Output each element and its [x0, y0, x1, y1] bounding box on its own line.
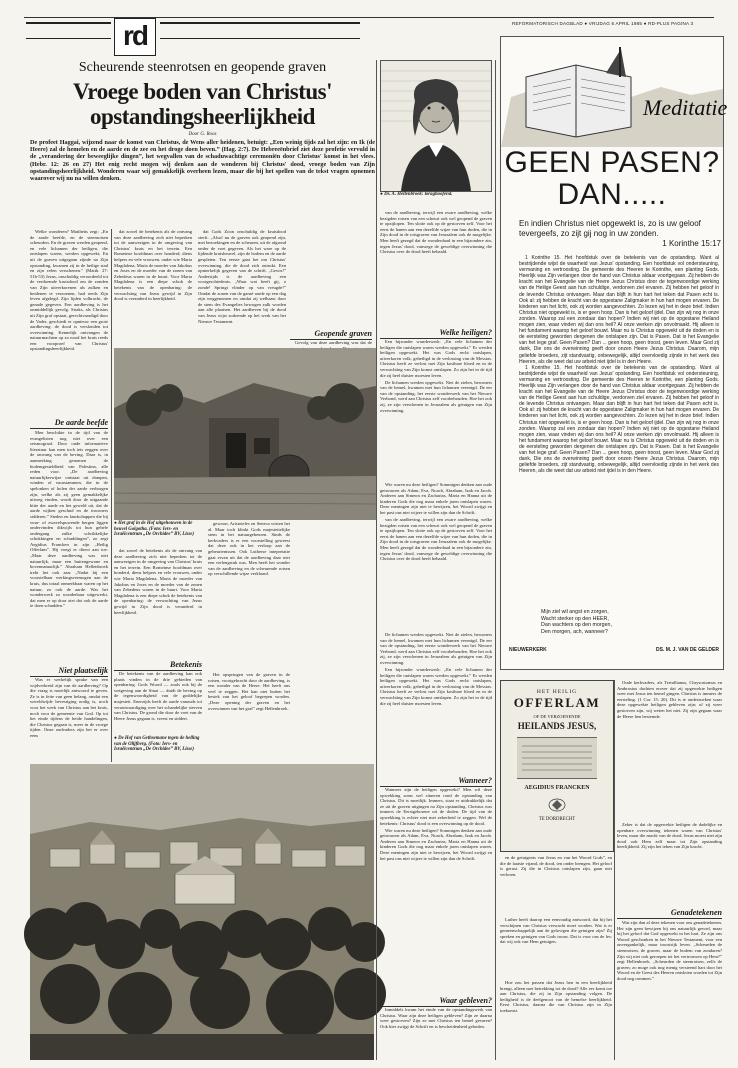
column-4d [380, 482, 492, 630]
meditatie-title [501, 147, 723, 211]
col6-text: Oude kerkvaders, als Tertullianus, Chrysostomus en Ambrosius dachten erover dat zij opgewekte heiligen weer met Jezus ten hemel gingen. Christus is immers de eersteling. (1 Cor. 15: 20). Dit is te onderzoeken waar deze opgewekte heiligen gebleven zijn; of zij weer gestorven zijn, wij weten het niet. Zij zijn gegaan waar de Heere hen bestemde. [617, 680, 722, 719]
section-heading: Wanneer? [380, 776, 492, 787]
offerlam-title-page [500, 680, 614, 852]
meditatie-footer-right: DS. M. J. VAN DE GELDER [656, 647, 719, 653]
column-2 [114, 229, 192, 347]
offerlam-line-1: HET HEILIG [536, 689, 578, 695]
masthead-line-3 [26, 22, 111, 24]
section-heading: Genadetekenen [617, 908, 722, 919]
poem-line: Mijn ziel wil angst en zorgen, [541, 609, 609, 615]
col2-lower-text: dat zowel de betekenis als de ontvang van deze aardbeving zich niet beperken tot de aanwezigen in de omgeving van Christus' kruis en het terrein. Een Romeinse hoofdman over honderd, diens helpers en vele vrouwen, onder wie Maria Magdalena, Maria de moeder van Jakobus en Joses en de moeder van de zonen van Zebedeus waren in de buurt. Voor Maria Magdalena is een diepe schok de betekenis van de openbaring: de verwachting van Jezus gewijd in Zijn dood is veranderd in heerlijkheid. [114, 548, 202, 615]
col4d-text: Wie waren nu deze heiligen? Sommigen denken aan oude getrouwen als Adam, Eva, Noach, Abraham, Izak en Jacob. Anderen aan Simeon en Zacharias, Maria en Hanna uit de kinderen Gods die nog maar enkele jaren ontslapen waren. Deze meningen zijn niet te bewijzen, het Woord zwijgt en het past ons niet wijzer te willen zijn dan de Schrift. [380, 482, 492, 515]
article-kicker: Scheurende steenrotsen en geopende graven [78, 60, 327, 75]
col4d-text-2: van de aardbeving, terwijl een zware aardbeving, welke bezigden rotsen van een scheurt ook wel geopend de graven te opzijlopen. Ten slotte ook op de gestorven zelf. Voor het eerst de hanen aan een dezelfde wijze van hun doden, die in Zijn dood in de rotsgraven van Jeruzalem ook de mogelijke. Men heeft gezegd dat de wonderdaad in een bijzondere zin, tegen Jezus' dood, vanwege de geweldige overwinning die Christus over de dood heeft behaald. [380, 517, 492, 562]
col1b-text: Men beschikte in de tijd van de evangelisten nog niet over een seismograaf. Door oude informatieve literatuur kan men toch iets zeggen over de omvang van de beving. Daar is, in aanmerking genomen de bodemgesteldheid van Palestina, alle reden voor. „De aardbeving natuurlijkerwijze ontstaat uit dampen, winden of vuurstammen, die in de spelonken of holen der aarde verborgen zijn, welke als zij geen gemakkelijke uitweg vinden, wordt door de uitgaande hitte der aarde en het geweld uit, dat de aarde wijken geschud en de inwoners sidderen.” Steden en landschappen die bij vuur- of zwavelspuwende bergen liggen ondervinden dikwijls tot hun gehele ondergang zulke schrikkelijke schokkingen en schuddingen”, zo zegt Aegidius Francken in zijn „Heilig Offerlam”. Hij voegt er direct aan toe: „Maar deze aardbeving was niet natuurlijk, maar een buitengewone en bovennatuurlijk.” Abraham Hellenbroek trekt het ook aan: „Nadat bij een voorstelbaar werkingsvermogen aan de kruis, dus totaal onmerkbaar waren op het natuur, zo ook de aarde. Was het wonderwerk zo wonderbaar uitgewerkt, dat men er op door ziet dat ook de aarde te doen schudden.” [30, 430, 108, 609]
headline-line-1: Vroege boden van Christus' [73, 79, 332, 104]
col1c-text: Was er werkelijk sprake van een wijdverbreid zijn van de aardbeving? Op die vraag is moeilijk antwoord te geven. Ze is in feite van geen belang, omdat een wereldwijde bevestiging nodig is, noch voor het werk van Christus aan het kruis, noch voor de gemeente van God. Op tot het einde tijdens de beide handelingen, die Christus gegaan is, meer in de vroege tijden. Onze oudvaders zijn het er over eens [30, 677, 108, 738]
column-4e-pre [380, 632, 492, 772]
col3b-text: Gevolg van deze aardbeving was dat de [295, 340, 372, 345]
column-5b [500, 917, 612, 977]
col3c-text: gewoon, Aristoteles en Seneca wisten het al. Maar toch klinkt Gods majesteitelijke stem in het natuurgebeuren. Sinds de kerkvaders is er een voorstelling geweest dat deze ook in het verloop aan de gebeurtenissen. Ook Lutherse intepretatie gaat ervan uit dat de aardbeving daar niet een verlengstuk was. Men heeft het wonder van de aardbeving en de scheurende rotsen op verschillende wijze verklaard. [208, 521, 290, 577]
col5c-text: Hoe zou het passen dat Jezus hen in een heerlijkheid brengt, alleen met betrekking tot de dood? Alle eer komt toe aan Christus, die zij in Zijn opstanding volgen. De heiligheid is de deelgenoot van de hemelse heerlijkheid. Eerst Christus, daarna die van Christus zijn in Zijn toekomst. [500, 980, 612, 1013]
masthead-line [160, 22, 360, 24]
column-rule [376, 60, 377, 1060]
col4b-text: Een bijzonder wonderwerk: „En vele lichamen der heiligen die ontslapen waren werden opgewekt.” Er werden heiligen opgewekt. Het was Gods recht ontslapen, uitverkoren volk, geheiligd in de verlossing van de Messias. Christus heeft ze verlost met Zijn kostbare bloed en in de verwachting van Zijn komst ontslapen. Zo zijn het in de tijd die zij heel duister moesten leven. [380, 339, 492, 378]
tomb-photo-caption: ● Het graf in de Hof uitgehouwen in de heuvel Golgotha. (Foto: Iers- en Israëlcentrum „De Orchidee” BV, Lisse) [114, 521, 194, 538]
col4-text: van de aardbeving, terwijl een zware aardbeving, welke bezigden rotsen van een scheurt ook wel geopend de graven te opzijlopen. Ten slotte ook op de gestorven zelf. Voor het eerst de hanen aan een dezelfde wijze van hun doden, die in Zijn dood in de rotsgraven van Jeruzalem ook de mogelijke. Men heeft gezegd dat de wonderdaad in een bijzondere zin, tegen Jezus' dood, vanwege de geweldige overwinning die Christus over de dood heeft behaald. [380, 210, 492, 255]
column-4f [380, 1007, 492, 1059]
section-heading: Geopende graven [290, 329, 372, 340]
poem-line: Den morgen, ach, wanneer? [541, 628, 608, 635]
section-aarde-beefde [30, 415, 108, 431]
column-1c [30, 677, 108, 762]
meditatie-box [500, 36, 728, 670]
col1-text: Welke wonderen? Mattheüs zegt: „En de aarde beefde, en de steenrotsen scheurden. En de graven werden geopend, en vele lichamen der heiligen, die ontslapen waren, werden opgewekt; En uit de graven uitgegaan zijnde na Zijn opstanding, kwamen zij in de heilige stad en zijn velen verschenen.” (Matth. 27: 51b-53) Jezus, onschuldig veroordeeld tot de verdoemde kruisdood om de zonden van Zijn uitverkorenen als zulken en heidenen te verzoenen, had reeds Zijn leven afgelegd. Zijn lijden volbracht, de genade gegeven. Een aardbeving is het onmiddellijk gevolg. Straks, als Christus uit Zijn graf opstaat, gerechtvaardigd door de Vader, geschiedt er opnieuw een grote aardbeving: de dood is verslonden tot overwinning. Kennelijk ontvangen de natuurmachten op zo nood het kruis reeds een voorproef van Christus' opstandingsheerlijkheid. [30, 229, 108, 352]
headline-line-2: opstandingsheerlijkheid [90, 104, 315, 129]
col5b-text: Luther heeft daarop een eenvoudig antwoord, dat bij het verschijnen van Christus verwacht moet worden. Wat is er gemeenschappelijk aan de gelovigen die getuigen zijn? Zij spreken en getuigen van Gods trouw. Dat is voor ons de les: dat wij ook van Hem getuigen. [500, 917, 612, 945]
section-heading: Betekenis [114, 660, 202, 671]
gethsemane-photo [30, 764, 374, 1060]
meditatie-lead: En indien Christus niet opgewekt is, zo is uw geloof tevergeefs, zo zijt gij nog in uw zonden. [519, 219, 701, 238]
column-2b [114, 671, 202, 735]
column-4b [380, 339, 492, 479]
offerlam-line-5: AEGIDIUS FRANCKEN [524, 785, 590, 791]
offerlam-line-4: HEILANDS JESUS, [517, 721, 597, 731]
col5-text: en de getuigenis van Jezus en van het Woord Gods”, en die de laatste vijand, de dood, ten onder brengen. Het geloof is gerust. Zij die in Christus ontslapen zijn, gaan niet verloren. [500, 855, 612, 877]
section-heading: Niet plaatselijk [30, 666, 108, 677]
offerlam-line-3: OF DE VERZOENENDE [533, 714, 581, 719]
column-5 [500, 855, 612, 915]
masthead-line-4 [26, 38, 111, 39]
hellenbroek-portrait [380, 60, 492, 192]
byline: Door G. Roos [188, 132, 217, 137]
intro-block [30, 132, 375, 182]
poem-line: Wacht sterker op den HEER, [541, 615, 609, 622]
col4e-text-2: Wie waren nu deze heiligen? Sommigen denken aan oude getrouwen als Adam, Eva, Noach, Abraham, Izak en Jacob. Anderen aan Simeon en Zacharias, Maria en Hanna uit de kinderen Gods die nog maar enkele jaren ontslapen waren. Deze meningen zijn niet te bewijzen, het Woord zwijgt en het past ons niet wijzer te willen zijn dan de Schrift. [380, 827, 492, 861]
headline [30, 79, 375, 129]
article-intro: De profeet Haggai, wijzend naar de komst van Christus, de Wens aller heidenen, betuigt: „Een weinig tijds zal het zijn: en Ik (de Heere) zal de hemelen en de aarde en de zee en het droge doen beven.” (Hag. 2:7). De Hebreeënbrief ziet deze profetie vervuld in de „verandering der beweeglijke dingen”, het wegvallen van de schaduwachtige ceremoniën door Christus' komst in het vlees. (Hebr. 12: 26 en 27) Het enig recht mogen wij denken aan de wonderen bij Christus' dood, vroege boden van Zijn opstandingsheerlijkheid. Wonderen waar wij gemakkelijk overheen lezen, maar die bij het spellen van de tekst vragen opnemen waarover wij nu na willen denken. [30, 139, 375, 183]
meditatie-illustration [501, 37, 723, 147]
section-heading: De aarde beefde [30, 418, 108, 429]
column-6b [617, 822, 722, 902]
column-6 [617, 680, 722, 820]
gethsemane-caption: ● De Hof van Gethsemane tegen de helling van de Olijfberg. (Foto: Iers- en Israëlcentrum „De Orchidee” BV, Lisse) [114, 736, 200, 753]
meditatie-text: 1 Korinthe 15. Het hoofdstuk over de betekenis van de opstanding. Want al bestrijdende wijst de waarheid van Jezus' opstanding. Een hoofdstuk vol ondersteuning, vermaning en vertroosting. De gemeente des Heeren te Korinthe, een planting Gods. Heerlijk was Zijn verlangen door de hand van Christus aldaar voortgegaan. Zij hebben de kracht van het Evangelie van de Heere Jezus Christus door de tegenwoordige werking van de Heilige Geest aan hun schuldige, verdorven ziel ervaren. Zij hebben het geloof in de levende Christus ontvangen. Maar dan blijft in hun hart het teken dat Pasen echt is. Ook al: zij hebben de kracht van de opgestane Zaligmaker in hun hart mogen ervaren. De kinderen van het licht, ook zij worden aangevochten. Zo lezen wij het in deze brief. Indien Christus niet opgewekt is, is er geen hoop. Dan is het geloof ijdel. Dan zijn wij nog in onze zonden. Waarop zal een zondaar dan hopen? Indien wij niet op de opgestane Heiland mogen zien, waar vinden wij dan ons heil? Al onze werken zijn onvolmaakt. Hij alleen is het fundament waarop het geloof bouwt. Maar nu is Christus opgewekt uit de doden en is de eersteling geworden dergenen die ontslapen zijn. Dat is Pasen. Dat is het Evangelie van het lege graf. Geen Pasen? Dan ... geen hoop, geen troost, geen leven. Maar God zij dank, Die ons de overwinning geeft door onzen Heere Jezus Christus. Daarom, mijn geliefde broeders, zijt standvastig, onbewegelijk, altijd overvloedig zijnde in het werk des Heeren, als die weet dat uw arbeid niet ijdel is in den Heere. [519, 255, 719, 365]
col2-text: dat zowel de betekenis als de ontvang van deze aardbeving zich niet beperken tot de aanwezigen in de omgeving van Christus' kruis en het terrein. Een Romeinse hoofdman over honderd, diens helpers en vele vrouwen, onder wie Maria Magdalena, Maria de moeder van Jakobus en Joses en de moeder van de zonen van Zebedeus waren in de buurt. Voor Maria Magdalena is een diepe schok de betekenis van de openbaring: de verwachting van Jezus gewijd in Zijn dood is veranderd in heerlijkheid. [114, 229, 192, 302]
col4e-pre-text-2: Een bijzonder wonderwerk: „En vele lichamen der heiligen die ontslapen waren werden opgewekt.” Er werden heiligen opgewekt. Het was Gods recht ontslapen, uitverkoren volk, geheiligd in de verlossing van de Messias. Christus heeft ze verlost met Zijn kostbare bloed en in de verwachting van Zijn komst ontslapen. Zo zijn het in de tijd die zij heel duister moesten leven. [380, 667, 492, 706]
column-3d [208, 672, 290, 762]
column-5c [500, 980, 612, 1060]
column-rule [495, 60, 496, 1060]
col4e-text: Wanneer zijn de heiligen opgewekt? Men wil deze opwekking soms wel situeren rond de opstanding van Christus. Dit is moeilijk. Immers, staat er uitdrukkelijk dat ze uit de graven uitgingen na Zijn opstanding. Christus was immers de Eerstgeborene uit de doden. De tijd van de opwekking is echter niet met zekerheid te zeggen. Wel de betekenis: Christus' dood is een overwinning op de dood. [380, 787, 492, 826]
offerlam-ornament [517, 737, 597, 779]
col4e-pre-text: De lichamen werden opgewekt. Niet de zielen, bewoners van de hemel, kwamen met hun lichamen verenigd. De eer van de opstanding, het eerste wonderwerk van het Nieuwe Verbond, werd aan Christus zelf voorbehouden. Hoe het ook zij, ze zijn verschenen in Jeruzalem als getuigen van Zijn overwinning. [380, 632, 492, 665]
printer-mark-icon [547, 797, 567, 813]
col3-text: dat Gods Zoon onschuldig de kruisdood sterft. „Alsof nu de graven ook geopend zijn, met bezoekingen en de scheuren, uit de afgrond onder de voet gegeven. Als het ware op de lijdende kruisheuvel, zijn de bodem en de aarde gespleten. Ten eerste gaat het om Christus' overwinning, die de dood zich ontrukt. Een opmerkelijk gegeven van de schrift. „Gewis!” Andersijds is de aardbeving een voorgeschiedenis. „Waar wat beeft gij, o zonde! Springt vlinder op van vreugde!” Omdat de zonen van de gansé aarde op een dag zijn weggenomen en omdat zij welhaast door de stem des Evangelies bewogen zulk worden aan alle plaatsen. Het aardbeven bij de dood van Jezus wijst zodoende op het werk van het Nieuwe Testament. [198, 229, 286, 324]
masthead-line-2 [160, 38, 360, 39]
section-heading: Waar gebleven? [380, 996, 492, 1007]
col4f-text: Inmiddels kwam het einde van de opstandingswerk van Christus. Waar zijn deze heiligen gebleven? Zijn ze daarna weer gestorven? Zijn ze met Christus ten hemel gevaren? Ook hier zwijgt de Schrift en is bescheidenheid geboden. [380, 1007, 492, 1029]
col2b-text: De betekenis van de aardbeving kan ook plaats vinden in de drie gebieden van openbaring. Gods Woord — zoals ook bij de wetgeving aan de Sinaï — duidt de beving op de tegenwoordigheid van de goddelijke majesteit. Enerzijds heeft de aarde vanouds tot verontwaardiging over het schandelijke sterven van Christus. De grond die door de voet van de Heere Jezus gegaan is, vreest en siddert. [114, 671, 202, 721]
offerlam-line-2: OFFERLAM [513, 695, 601, 710]
poem-line: Dan wachters op den morgen, [541, 622, 612, 628]
column-1 [30, 229, 108, 414]
meditatie-text-2: 1 Korinthe 15. Het hoofdstuk over de betekenis van de opstanding. Want al bestrijdende wijst de waarheid van Jezus' opstanding. Een hoofdstuk vol ondersteuning, vermaning en vertroosting. De gemeente des Heeren te Korinthe, een planting Gods. Heerlijk was Zijn verlangen door de hand van Christus aldaar voortgegaan. Zij hebben de kracht van het Evangelie van de Heere Jezus Christus door de tegenwoordige werking van de Heilige Geest aan hun schuldige, verdorven ziel ervaren. Zij hebben het geloof in de levende Christus ontvangen. Maar dan blijft in hun hart het teken dat Pasen echt is. Ook al: zij hebben de kracht van de opgestane Zaligmaker in hun hart mogen ervaren. De kinderen van het licht, ook zij worden aangevochten. Zo lezen wij het in deze brief. Indien Christus niet opgewekt is, is er geen hoop. Dan is het geloof ijdel. Dan zijn wij nog in onze zonden. Waarop zal een zondaar dan hopen? Indien wij niet op de opgestane Heiland mogen zien, waar vinden wij dan ons heil? Al onze werken zijn onvolmaakt. Hij alleen is het fundament waarop het geloof bouwt. Maar nu is Christus opgewekt uit de doden en is de eersteling geworden dergenen die ontslapen zijn. Dat is Pasen. Dat is het Evangelie van het lege graf. Geen Pasen? Dan ... geen hoop, geen troost, geen leven. Maar God zij dank, Die ons de overwinning geeft door onzen Heere Jezus Christus. Daarom, mijn geliefde broeders, zijt standvastig, onbewegelijk, altijd overvloedig zijnde in het werk des Heeren, als die weet dat uw arbeid niet ijdel is in den Heere. [519, 364, 719, 475]
rd-logo: rd [114, 18, 156, 56]
column-3c [208, 521, 290, 671]
col6b-text: Zeker is dat de opgewekte heiligen de dadelijke en openbare overwinning tekenen waren van Christus' leven, maar die macht van de dood. Jezus moest niet zijn dood ook Hem zelf maar tot Zijn opstanding heerlijkheid. Zij zijn het teken van Zijn kracht. [617, 822, 722, 850]
offerlam-line-6: TE DORDRECHT [538, 817, 576, 822]
col3d-text: Het opspringen van de graven in de rotsen, voortgebracht door de aardbeving, is een wonder van de Heere. Het heeft ons veel te zeggen. Het kan niet buiten het bestek van het geloof begrepen worden. „Deze opening der graven en het overwinnen van het graf” zegt Hellenbroek. [208, 672, 290, 711]
column-6c [617, 920, 722, 1060]
column-1b [30, 430, 108, 663]
meditatie-label-text: Meditatie [643, 95, 728, 120]
col6c-text: Wat zijn dan al deze tekenen voor ons genadetekenen. Het zijn geen bewijzen bij ons natuurlijk gevoel, maar bij het geloof dat God opgewekt in het hart. Ze zijn ons Woord geschonken in het Nieuwe Testament, voor een onvergankelijk, maar troostrijk leven. „Scheurden de steenrotsen, de graven, maar de bodem van zondaren? Zijn wij niet ook geroepen tot het vertrouwen op Hem?” zegt Hellenbroek. „Scheurden de steenrotsen, zelfs de graven; zo moge ook nog menig versteend hart door het Woord en de Geest des Heeren ontsloten worden tot Zijn dood nog rommen.” [617, 920, 722, 981]
meditatie-footer-left: NIEUWERKERK [509, 647, 547, 653]
meditatie-reference: 1 Korinthe 15:17 [662, 239, 721, 248]
meditatie-poem [541, 609, 721, 635]
column-4e [380, 787, 492, 992]
col4c-text: De lichamen werden opgewekt. Niet de zielen, bewoners van de hemel, kwamen met hun lichamen verenigd. De eer van de opstanding, het eerste wonderwerk van het Nieuwe Verbond, werd aan Christus zelf voorbehouden. Hoe het ook zij, ze zijn verschenen in Jeruzalem als getuigen van Zijn overwinning. [380, 379, 492, 413]
meditatie-title-line-2: DAN..... [557, 178, 667, 211]
section-heading: Welke heiligen? [380, 328, 492, 339]
column-3 [198, 229, 286, 337]
column-2-lower [114, 548, 202, 658]
section-genadetekenen [617, 905, 722, 921]
meditatie-title-line-1: GEEN PASEN? [504, 146, 720, 179]
meditatie-body [519, 255, 719, 600]
portrait-caption: ● Ds. A. Hellenbroek: toraghoofend. [380, 192, 453, 197]
column-rule [614, 680, 615, 1060]
page-info: REFORMATORISCH DAGBLAD ● VRIJDAG 6 APRIL 1985 ● RD-PLUS PAGINA 3 [512, 21, 694, 26]
column-rule [111, 229, 112, 762]
tomb-photo [114, 348, 376, 520]
column-4 [380, 210, 492, 322]
